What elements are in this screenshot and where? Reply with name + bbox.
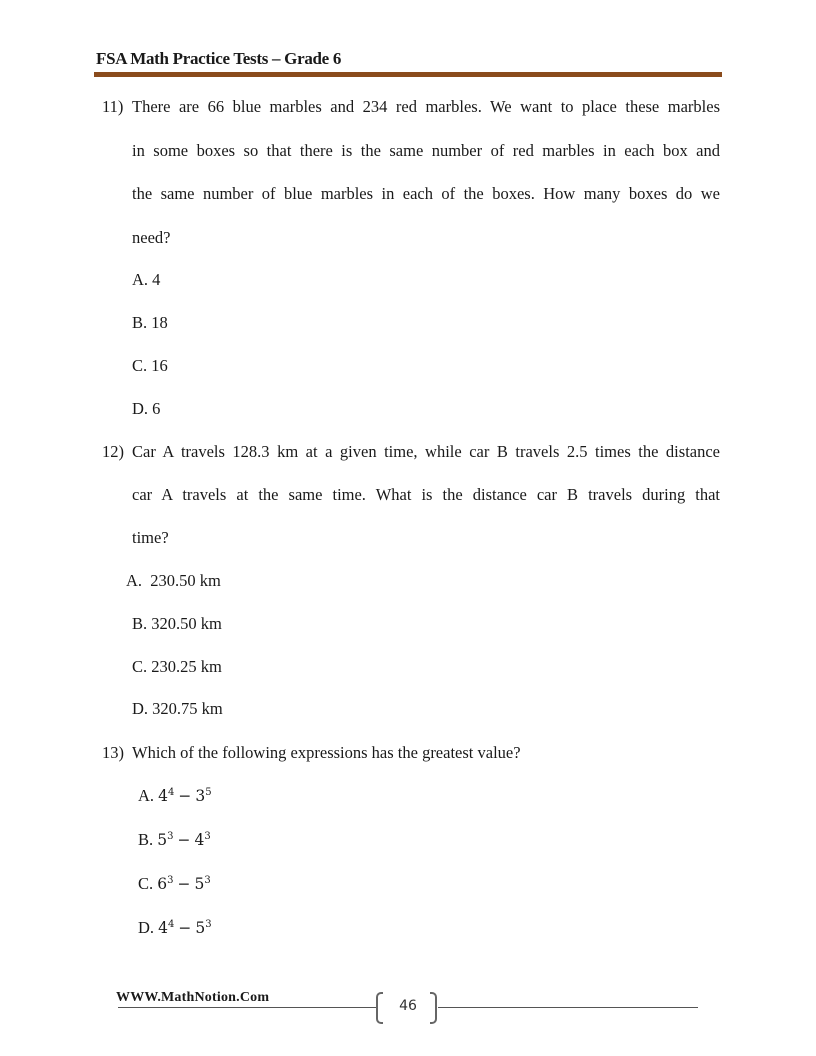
answer-option-c[interactable]: [132, 657, 222, 677]
option-letter: C.: [138, 874, 154, 893]
page-number: 46: [399, 998, 417, 1014]
option-letter: B.: [132, 313, 148, 332]
question-number: 13): [102, 743, 124, 762]
question-text-line: Car A travels 128.3 km at a given time, while car B travels 2.5 times the distance: [132, 442, 720, 461]
option-letter: C.: [132, 356, 148, 375]
option-text: 6: [152, 399, 161, 418]
option-letter: B.: [132, 614, 148, 633]
header-divider: [94, 72, 722, 77]
page-number-bracket-left: [376, 992, 383, 1024]
math-expression: $4^4 - 3^5$: [158, 787, 212, 805]
math-expression: $6^3 - 5^3$: [157, 875, 211, 893]
question-text-line: need?: [132, 228, 171, 247]
answer-option-b[interactable]: [138, 830, 211, 850]
question-text-line: Which of the following expressions has the greatest value?: [132, 743, 521, 762]
option-text: 230.50 km: [150, 571, 221, 590]
question-text-line: in some boxes so that there is the same number of red marbles in each box and: [132, 141, 720, 160]
option-text: 4: [152, 270, 161, 289]
option-text: 16: [151, 356, 168, 375]
question-text-line: car A travels at the same time. What is the distance car B travels during that: [132, 485, 720, 504]
question-text-line: There are 66 blue marbles and 234 red marbles. We want to place these marbles: [132, 97, 720, 116]
answer-option-c[interactable]: [132, 356, 168, 376]
option-text: 230.25 km: [151, 657, 222, 676]
math-expression: $4^4 - 5^3$: [158, 919, 212, 937]
footer-divider-right: [438, 1007, 698, 1008]
option-letter: A.: [138, 786, 155, 805]
answer-option-a[interactable]: [138, 786, 212, 806]
answer-option-b[interactable]: [132, 313, 168, 333]
option-letter: D.: [132, 699, 149, 718]
option-letter: A.: [132, 270, 149, 289]
answer-option-c[interactable]: [138, 874, 211, 894]
option-letter: D.: [132, 399, 149, 418]
answer-option-a[interactable]: [126, 571, 221, 591]
question-text-line: the same number of blue marbles in each of the boxes. How many boxes do we: [132, 184, 720, 203]
question-number: 11): [102, 97, 124, 116]
answer-option-d[interactable]: [132, 399, 160, 419]
option-text: 18: [151, 313, 168, 332]
option-text: 320.75 km: [152, 699, 223, 718]
answer-option-a[interactable]: [132, 270, 160, 290]
footer-website: WWW.MathNotion.Com: [116, 990, 270, 1005]
math-expression: $5^3 - 4^3$: [157, 831, 211, 849]
answer-option-d[interactable]: [138, 918, 212, 938]
question-text-line: time?: [132, 528, 169, 547]
option-text: 320.50 km: [151, 614, 222, 633]
option-letter: B.: [138, 830, 154, 849]
page-header-title: FSA Math Practice Tests – Grade 6: [96, 49, 342, 68]
option-letter: A.: [126, 571, 143, 590]
option-letter: C.: [132, 657, 148, 676]
answer-option-d[interactable]: [132, 699, 223, 719]
page-number-bracket-right: [430, 992, 437, 1024]
footer-divider-left: [118, 1007, 378, 1008]
answer-option-b[interactable]: [132, 614, 222, 634]
option-letter: D.: [138, 918, 155, 937]
question-number: 12): [102, 442, 124, 461]
